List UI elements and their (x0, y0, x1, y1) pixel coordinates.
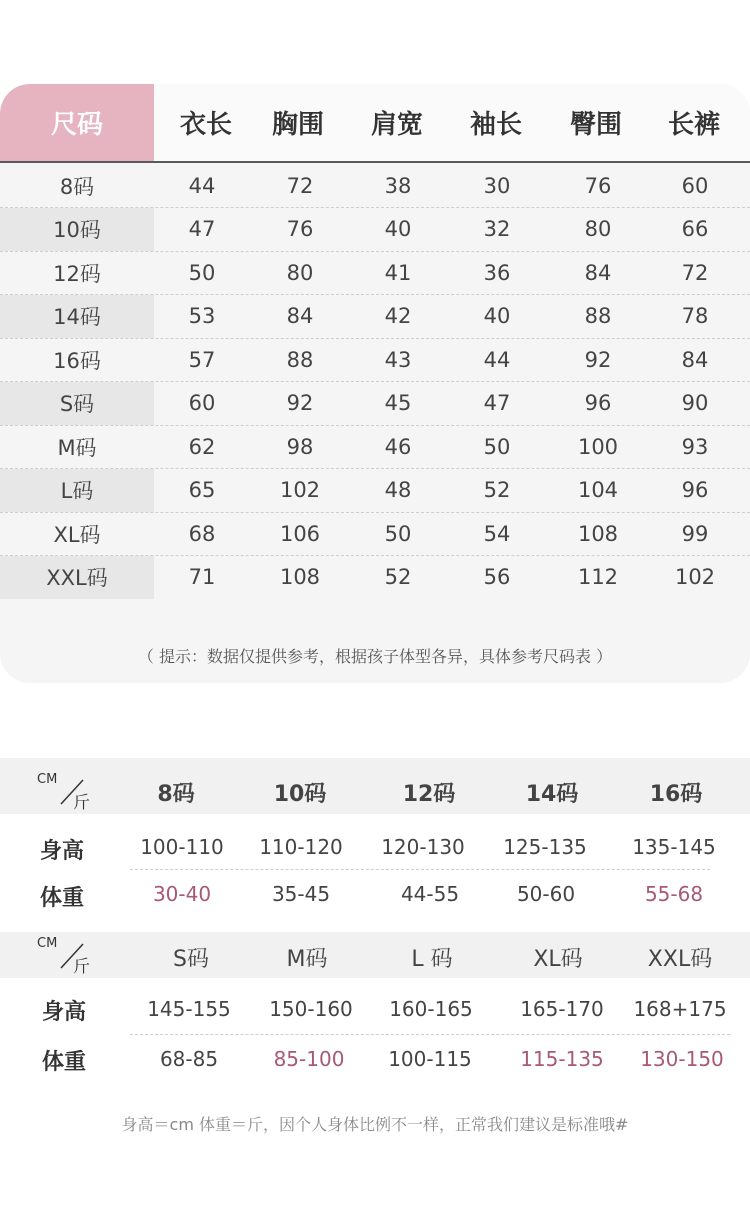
unit-label (37, 936, 97, 982)
footnote: 身高＝cm 体重＝斤，因个人身体比例不一样，正常我们建议是标准哦# (121, 1115, 629, 1134)
measure-cell: 60 (188, 391, 216, 415)
size-cell: 8码 (59, 174, 95, 199)
measure-cell: 88 (584, 304, 612, 328)
g1-weight-value: 35-45 (271, 882, 331, 906)
g2-weight-value: 115-135 (520, 1047, 604, 1071)
g2-height-value: 160-165 (389, 997, 473, 1021)
measure-cell: 92 (584, 347, 612, 372)
measure-cell: 68 (188, 521, 216, 546)
g1-weight-label: 体重 (40, 886, 85, 911)
measure-cell: 96 (584, 391, 612, 415)
col-header-sleeve: 袖长 (469, 110, 522, 140)
measure-cell: 88 (286, 347, 314, 372)
size-row (0, 382, 750, 426)
size-cell: S码 (0, 382, 154, 425)
g2-weight-value: 130-150 (640, 1047, 724, 1071)
g1-size-header: 8码 (157, 781, 195, 807)
g1-weight-value: 55-68 (644, 882, 704, 906)
measure-cell: 99 (681, 521, 709, 546)
g2-divider (130, 1034, 730, 1035)
measure-cell: 41 (384, 260, 412, 285)
measure-cell: 40 (384, 217, 412, 241)
g1-weight-value: 50-60 (516, 882, 576, 906)
size-row (0, 512, 750, 556)
g1-weight-value: 44-55 (400, 882, 460, 906)
size-row (0, 208, 750, 252)
size-chart-note: （ 提示：数据仅提供参考，根据孩子体型各异，具体参考尺码表 ） (137, 647, 613, 666)
measure-cell: 48 (384, 478, 412, 502)
measure-cell: 106 (279, 521, 321, 546)
size-cell: 14码 (0, 295, 154, 338)
g2-size-header: M码 (286, 946, 328, 972)
measure-cell: 108 (279, 565, 321, 589)
size-chart-header-row (0, 84, 750, 163)
unit-label (37, 772, 97, 818)
size-cell: 12码 (53, 261, 101, 286)
g1-height-value: 125-135 (503, 835, 587, 859)
measure-cell: 52 (384, 565, 412, 589)
size-cell: 16码 (53, 348, 101, 373)
col-header-hip: 臀围 (569, 110, 622, 140)
g1-height-value: 135-145 (632, 835, 716, 859)
measure-cell: 108 (577, 521, 619, 546)
size-row (0, 469, 750, 513)
measure-cell: 54 (483, 521, 511, 546)
measure-cell: 57 (188, 347, 216, 372)
g1-size-header: 16码 (649, 781, 703, 807)
measure-cell: 42 (384, 304, 412, 328)
size-row (0, 295, 750, 339)
unit-cm: CM (37, 936, 58, 951)
size-header: 尺码 (0, 84, 154, 161)
measure-cell: 65 (188, 478, 216, 502)
measure-cell: 36 (483, 260, 511, 285)
measure-cell: 80 (286, 260, 314, 285)
measure-cell: 44 (188, 173, 216, 198)
size-cell: XXL码 (0, 556, 154, 599)
measure-cell: 43 (384, 347, 412, 372)
unit-jin: 斤 (73, 793, 90, 813)
measure-cell: 60 (681, 173, 709, 198)
size-cell: 10码 (0, 208, 154, 251)
measure-cell: 47 (483, 391, 511, 415)
measure-cell: 84 (584, 260, 612, 285)
g2-weight-value: 85-100 (273, 1047, 345, 1071)
measure-cell: 45 (384, 391, 412, 415)
measure-cell: 40 (483, 304, 511, 328)
measure-cell: 50 (483, 434, 511, 459)
size-row (0, 251, 750, 295)
measure-cell: 93 (681, 434, 709, 459)
size-row (0, 425, 750, 469)
size-cell: M码 (57, 435, 97, 460)
size-cell: XL码 (53, 522, 101, 547)
measure-cell: 30 (483, 173, 511, 198)
measure-cell: 92 (286, 391, 314, 415)
measure-cell: 62 (188, 434, 216, 459)
g1-height-value: 120-130 (381, 835, 465, 859)
measure-cell: 98 (286, 434, 314, 459)
g1-weight-value: 30-40 (152, 882, 212, 906)
g2-height-value: 150-160 (269, 997, 353, 1021)
g2-size-header: XXL码 (647, 946, 713, 972)
unit-cm: CM (37, 772, 58, 787)
g1-height-value: 100-110 (140, 835, 224, 859)
g1-height-label: 身高 (40, 839, 85, 864)
unit-jin: 斤 (73, 957, 90, 977)
measure-cell: 80 (584, 217, 612, 241)
g2-height-label: 身高 (42, 1000, 87, 1025)
g2-height-value: 168+175 (633, 997, 727, 1021)
measure-cell: 76 (286, 217, 314, 241)
measure-cell: 100 (577, 434, 619, 459)
col-header-length: 衣长 (179, 110, 232, 140)
measure-cell: 53 (188, 304, 216, 328)
measure-cell: 47 (188, 217, 216, 241)
measure-cell: 102 (279, 478, 321, 502)
g2-weight-value: 68-85 (159, 1047, 219, 1071)
col-header-chest: 胸围 (271, 110, 324, 140)
g2-size-header: XL码 (533, 946, 583, 972)
measure-cell: 104 (577, 478, 619, 502)
col-header-shoulder: 肩宽 (370, 110, 423, 140)
size-row (0, 338, 750, 382)
size-cell: L码 (0, 469, 154, 512)
measure-cell: 50 (188, 260, 216, 285)
g2-height-value: 145-155 (147, 997, 231, 1021)
g1-height-value: 110-120 (259, 835, 343, 859)
measure-cell: 76 (584, 173, 612, 198)
measure-cell: 44 (483, 347, 511, 372)
measure-cell: 71 (188, 565, 216, 589)
measure-cell: 66 (681, 217, 709, 241)
g2-size-header: S码 (173, 946, 209, 972)
g2-weight-label: 体重 (42, 1050, 87, 1075)
measure-cell: 52 (483, 478, 511, 502)
measure-cell: 96 (681, 478, 709, 502)
measure-cell: 50 (384, 521, 412, 546)
measure-cell: 72 (681, 260, 709, 285)
measure-cell: 46 (384, 434, 412, 459)
measure-cell: 32 (483, 217, 511, 241)
measure-cell: 38 (384, 173, 412, 198)
measure-cell: 84 (286, 304, 314, 328)
col-header-pants: 长裤 (667, 110, 720, 140)
measure-cell: 72 (286, 173, 314, 198)
measure-cell: 56 (483, 565, 511, 589)
measure-cell: 112 (577, 565, 619, 589)
size-row (0, 556, 750, 599)
g1-size-header: 10码 (273, 781, 327, 807)
g1-divider (130, 869, 710, 870)
measure-cell: 84 (681, 347, 709, 372)
g1-size-header: 12码 (402, 781, 456, 807)
size-chart-card (0, 84, 750, 683)
g1-size-header: 14码 (525, 781, 579, 807)
measure-cell: 90 (681, 391, 709, 415)
g2-weight-value: 100-115 (388, 1047, 472, 1071)
g2-size-header: L 码 (411, 946, 453, 972)
measure-cell: 78 (681, 304, 709, 328)
measure-cell: 102 (674, 565, 716, 589)
size-row (0, 164, 750, 208)
g2-height-value: 165-170 (520, 997, 604, 1021)
